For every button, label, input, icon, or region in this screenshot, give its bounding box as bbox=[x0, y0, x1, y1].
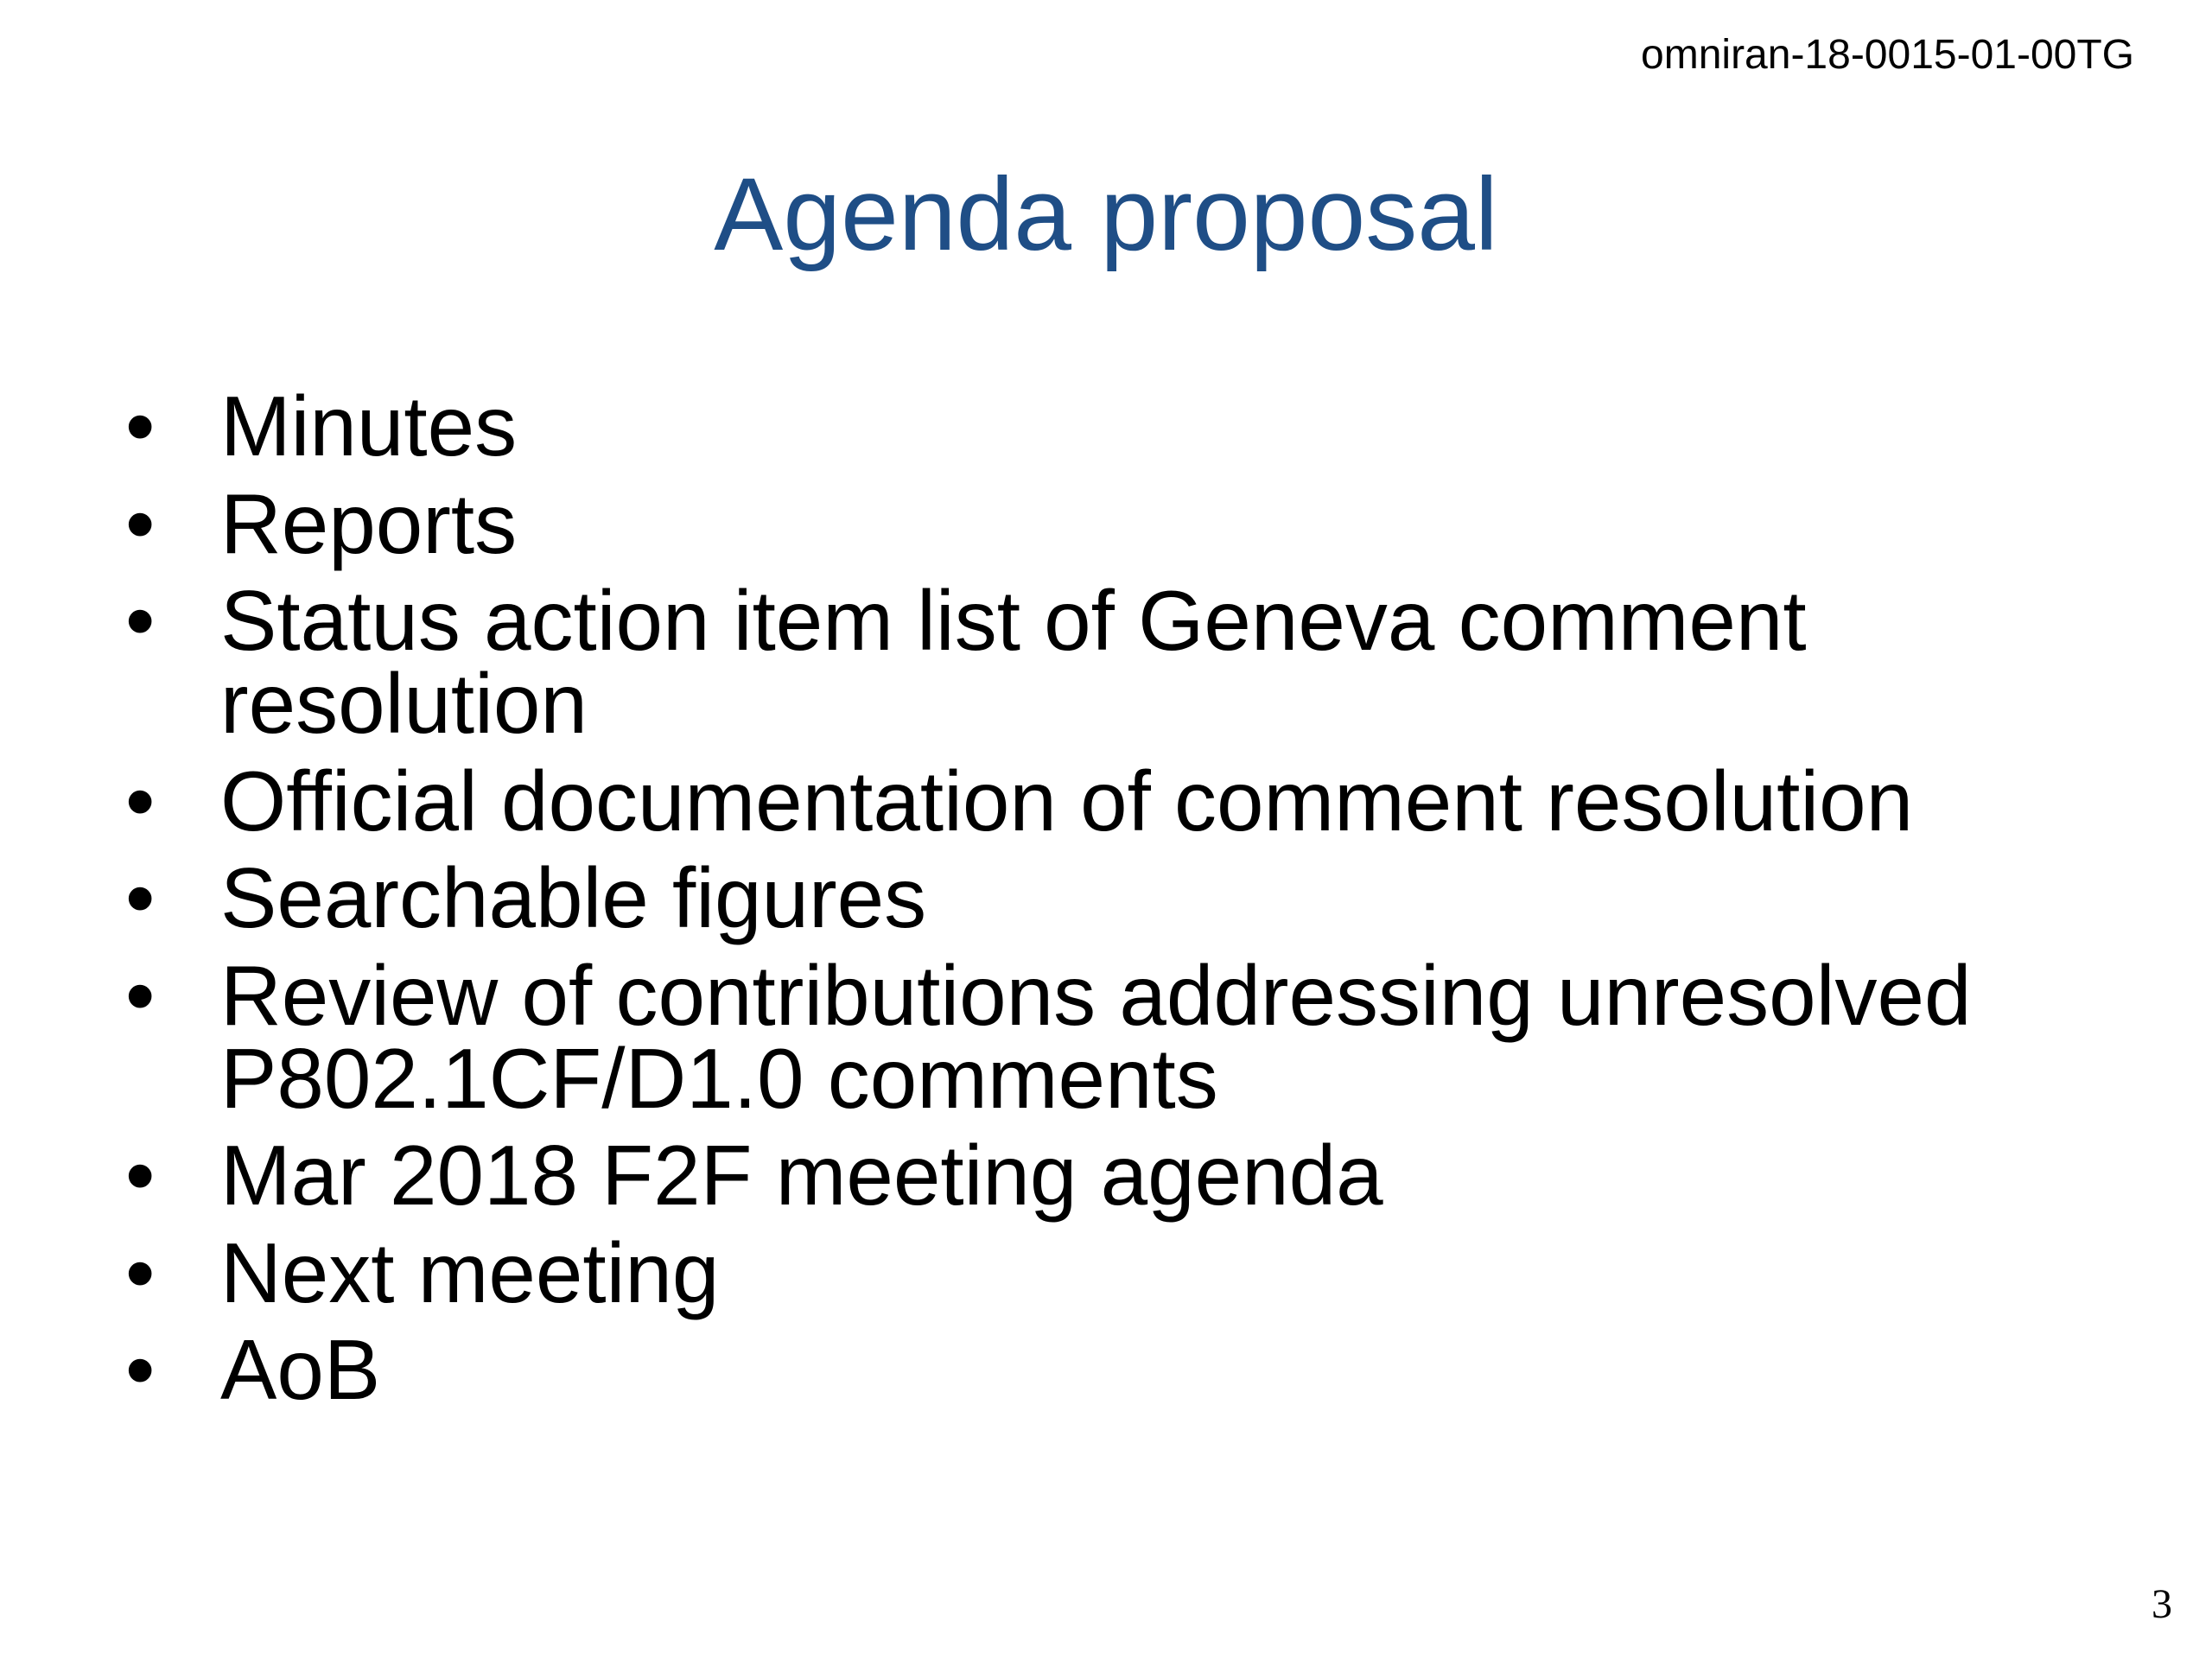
bullet-icon: • bbox=[125, 475, 156, 571]
agenda-item-aob bbox=[125, 1322, 2113, 1417]
agenda-item-meeting-agenda bbox=[125, 1128, 2113, 1223]
agenda-item-next-meeting bbox=[125, 1224, 2113, 1320]
bullet-icon: • bbox=[125, 1224, 156, 1320]
bullet-icon: • bbox=[125, 1128, 156, 1223]
agenda-item-label: Official documentation of comment resolution bbox=[220, 753, 1914, 849]
page-number: 3 bbox=[2152, 1581, 2172, 1627]
agenda-item-label: Mar 2018 F2F meeting agenda bbox=[220, 1128, 1383, 1223]
agenda-item-review-contributions bbox=[125, 947, 2113, 1126]
bullet-icon: • bbox=[125, 573, 156, 668]
agenda-item-label: Review of contributions addressing unresolved P802.1CF/D1.0 comments bbox=[220, 947, 1972, 1126]
agenda-item-label: Searchable figures bbox=[220, 850, 927, 945]
document-id: omniran-18-0015-01-00TG bbox=[1641, 32, 2134, 78]
agenda-item-minutes bbox=[125, 378, 2113, 474]
bullet-icon: • bbox=[125, 378, 156, 474]
agenda-item-status-action-items bbox=[125, 573, 2113, 751]
agenda-item-label: Minutes bbox=[220, 378, 518, 474]
agenda-list bbox=[125, 378, 2113, 1426]
agenda-item-label: Reports bbox=[220, 475, 518, 571]
agenda-item-label: Status action item list of Geneva comment resolution bbox=[220, 573, 1807, 751]
agenda-item-searchable-figures bbox=[125, 850, 2113, 945]
slide-title: Agenda proposal bbox=[714, 156, 1498, 272]
agenda-item-official-documentation bbox=[125, 753, 2113, 849]
bullet-icon: • bbox=[125, 1322, 156, 1417]
bullet-icon: • bbox=[125, 947, 156, 1043]
agenda-item-label: AoB bbox=[220, 1322, 381, 1417]
bullet-icon: • bbox=[125, 850, 156, 945]
agenda-item-label: Next meeting bbox=[220, 1224, 720, 1320]
agenda-item-reports bbox=[125, 475, 2113, 571]
bullet-icon: • bbox=[125, 753, 156, 849]
